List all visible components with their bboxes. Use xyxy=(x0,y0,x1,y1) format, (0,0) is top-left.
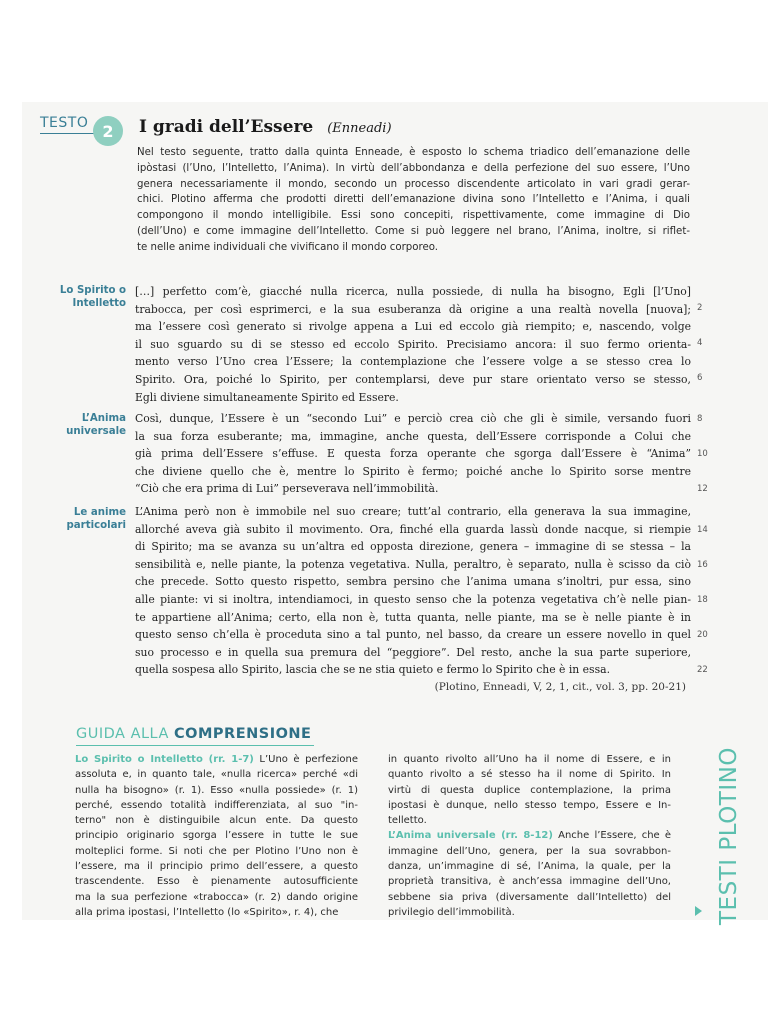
guida-line: molteplici forme. Si noti che per Plotino l’Uno non è xyxy=(75,845,358,857)
text-line: suo processo e in quella sua premura del “peggiore”. Del resto, anche la sua parte superiore, xyxy=(135,645,691,659)
guida-line: trascendente. Esso è pienamente autosufficiente xyxy=(75,876,358,888)
line-number: 4 xyxy=(697,338,703,348)
guida-line: virtù di questa duplice contemplazione, la prima xyxy=(388,784,671,796)
intro-line: te nelle anime individuali che vivificano il mondo corporeo. xyxy=(137,241,439,253)
guida-line: sebbene sia priva (diversamente dall’Intelletto) del xyxy=(388,891,671,903)
side-band-title: TESTI PLOTINO xyxy=(716,747,742,925)
line-number: 22 xyxy=(697,665,708,675)
intro-text xyxy=(137,145,690,256)
text-line: Spirito. Ora, poiché lo Spirito, per contemplarsi, deve pur stare orientato verso se stesso, xyxy=(135,372,691,386)
arrow-icon xyxy=(695,906,702,916)
text-line: Egli diviene simultaneamente Spirito ed Essere. xyxy=(135,390,399,404)
line-number: 20 xyxy=(697,630,708,640)
section-anime-text xyxy=(135,503,691,679)
section-spirito-text xyxy=(135,283,691,406)
guida-section-heading: L’Anima universale (rr. 8-12) xyxy=(388,830,553,842)
page-title xyxy=(139,117,392,137)
text-line: Così, dunque, l’Essere è un “secondo Lui” e perciò crea ciò che gli è simile, versando fuori xyxy=(135,412,691,425)
text-line: […] perfetto com’è, giacché nulla ricerca, nulla possiede, di nulla ha bisogno, Egli [l’Uno] xyxy=(135,285,691,298)
text-line: trabocca, per così esprimerci, e la sua esuberanza dà origine a una realtà novella [nuova]; xyxy=(135,302,691,316)
guida-left-column xyxy=(75,752,358,920)
intro-line: genera necessariamente il mondo, secondo un processo discendente articolato in vari gradi gerar- xyxy=(137,178,690,190)
text-line: che precede. Sotto questo rispetto, sembra persino che l’anima umana s’inoltri, pur essa, sino xyxy=(135,575,691,589)
testo-number-badge: 2 xyxy=(93,116,123,146)
title-text: I gradi dell’Essere xyxy=(139,117,314,137)
guida-line: Lo Spirito o Intelletto (rr. 1-7) L’Uno è perfezione xyxy=(75,754,358,765)
text-line: questo senso ch’ella è proceduta sino a tal punto, nel basso, da creare un essere novello in quel xyxy=(135,628,691,642)
intro-line: (dell’Uno) e come immagine dell’Intelletto. Come si può leggere nel brano, l’Anima, inoltre, si riflet- xyxy=(137,225,690,237)
text-line: mento verso l’Uno crea l’Essere; la contemplazione che l’essere volge a se stesso crea lo xyxy=(135,355,691,369)
guida-title: GUIDA ALLA COMPRENSIONE xyxy=(76,726,312,742)
side-label-anima: L’Anima universale xyxy=(66,413,126,437)
line-number: 6 xyxy=(697,373,703,383)
text-line: di Spirito; ma se avanza su un’altra ed opposta direzione, genera – immagine di se stessa – la xyxy=(135,540,691,554)
line-number: 14 xyxy=(697,525,708,535)
section-anima-text xyxy=(135,410,691,498)
intro-line: chici. Plotino afferma che prodotti diretti dell’emanazione divina sono l’Intelletto e l’Anima, i quali xyxy=(137,194,690,206)
guida-section-heading: Lo Spirito o Intelletto (rr. 1-7) xyxy=(75,754,254,765)
guida-line: immagine dell’Uno, genera, per la sua sovrabbon- xyxy=(388,845,671,857)
text-line: ma l’essere così generato si rivolge appena a Lui ed eccolo già riempito; e, nascendo, volge xyxy=(135,320,691,334)
text-line: allorché aveva già subito il movimento. Ora, finché ella guarda lassù donde nacque, si riempie xyxy=(135,522,691,536)
intro-line: ipòstasi (l’Uno, l’Intelletto, l’Anima). In virtù dell’abbondanza e della perfezione del suo essere, l’Uno xyxy=(137,162,690,174)
text-line: che diviene quello che è, mentre lo Spirito è fermo; poiché anche lo Spirito sorse mentre xyxy=(135,464,691,478)
intro-line: compongono il mondo intelligibile. Essi sono concepiti, rispettivamente, come immagine di Dio xyxy=(137,210,690,222)
guida-line: in quanto rivolto all’Uno ha il nome di Essere, e in xyxy=(388,754,671,765)
guida-line: nulla ha bisogno» (r. 1). Esso «nulla possiede» (r. 1) xyxy=(75,784,358,796)
text-line: il suo sguardo su di se stesso ed eccolo Spirito. Precisiamo ancora: il suo fermo orienta- xyxy=(135,337,691,351)
side-label-anime-particolari: Le anime particolari xyxy=(66,507,126,531)
citation: (Plotino, Enneadi, V, 2, 1, cit., vol. 3, pp. 20-21) xyxy=(434,681,686,693)
text-line: già prima dell’Essere s’effuse. E questa forza operante che sgorga dall’Essere è “Anima” xyxy=(135,447,691,461)
text-line: la sua forza esuberante; ma, immagine, anche questa, dell’Essere corrisponde a Colui che xyxy=(135,429,691,443)
guida-underline xyxy=(76,745,314,746)
guida-line: telletto. xyxy=(388,815,427,827)
text-line: quella sospesa allo Spirito, lascia che se ne stia quieto e fermo lo Spirito che è in essa. xyxy=(135,663,611,677)
line-number: 8 xyxy=(697,414,703,424)
line-number: 10 xyxy=(697,449,708,459)
guida-line: quanto rivolto a sé stesso ha il nome di Spirito. In xyxy=(388,769,671,781)
text-line: alle piante: vi si inoltra, intendiamoci, in questo senso che la potenza vegetativa ch’è nelle pian- xyxy=(135,592,691,606)
guida-line: assoluta e, in quanto tale, «nulla ricerca» perché «di xyxy=(75,769,358,781)
line-number: 2 xyxy=(697,303,703,313)
title-source: (Enneadi) xyxy=(327,121,392,136)
line-number: 12 xyxy=(697,484,708,494)
guida-line: terno" non è distinguibile alcun ente. Da questo xyxy=(75,815,358,827)
guida-columns xyxy=(0,752,768,920)
guida-right-column xyxy=(388,752,671,920)
testo-label: TESTO xyxy=(40,115,89,131)
guida-line: principio originario sgorga l’essere in tutte le sue xyxy=(75,830,358,842)
guida-line: danza, un’immagine di sé, l’Anima, la quale, per la xyxy=(388,861,671,873)
intro-line: Nel testo seguente, tratto dalla quinta Enneade, è esposto lo schema triadico dell’emanazione delle xyxy=(137,147,690,158)
guida-line: ipostasi è dunque, nello stesso tempo, Essere e In- xyxy=(388,799,671,811)
text-line: L’Anima però non è immobile nel suo creare; tutt’al contrario, ella generava la sua immagine, xyxy=(135,505,691,518)
text-line: “Ciò che era prima di Lui” perseverava nell’immobilità. xyxy=(135,482,439,496)
guida-line: ma la sua perfezione «trabocca» (r. 2) dando origine xyxy=(75,891,358,903)
guida-line: privilegio dell’immobilità. xyxy=(388,906,515,918)
line-number: 18 xyxy=(697,595,708,605)
guida-line: L’Anima universale (rr. 8-12) Anche l’Essere, che è xyxy=(388,830,672,842)
text-line: te appartiene all’Anima; certo, ella non è, tutta quanta, nelle piante, ma se è nelle piante è in xyxy=(135,610,691,624)
guida-line: perché, essendo totalità indifferenziata, al suo "in- xyxy=(75,799,358,811)
side-label-spirito: Lo Spirito o Intelletto xyxy=(59,285,126,309)
line-number: 16 xyxy=(697,560,708,570)
guida-line: alla prima ipostasi, l’Intelletto (lo «Spirito», r. 4), che xyxy=(75,906,339,918)
guida-line: proprietà transitiva, è anch’essa immagine dell’Uno, xyxy=(388,876,671,888)
guida-line: l’essere, ma il principio primo dell’essere, a questo xyxy=(75,861,358,873)
text-line: sensibilità e, nelle piante, la potenza vegetativa. Nulla, peraltro, è separato, nulla è scisso da ciò xyxy=(135,557,691,571)
